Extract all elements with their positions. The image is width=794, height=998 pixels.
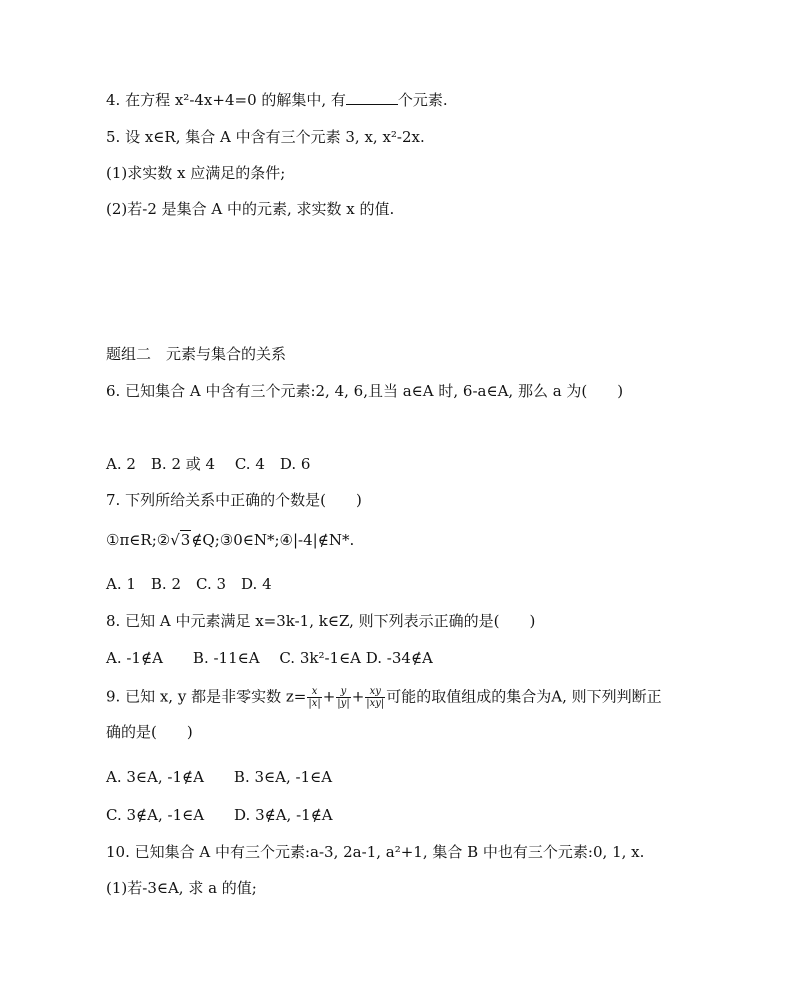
question-7-options: A. 1 B. 2 C. 3 D. 4 xyxy=(106,575,272,593)
question-8-options: A. -1∉A B. -11∈A C. 3k²-1∈A D. -34∉A xyxy=(106,649,433,667)
question-9-continued: 确的是( ) xyxy=(106,723,193,741)
question-5-stem: 5. 设 x∈R, 集合 A 中含有三个元素 3, x, x²-2x. xyxy=(106,128,425,146)
question-7-items: ①π∈R;②√3∉Q;③0∈N*;④|-4|∉N*. xyxy=(106,531,355,549)
answer-blank xyxy=(346,90,398,105)
question-5-part-2: (2)若-2 是集合 A 中的元素, 求实数 x 的值. xyxy=(106,200,395,218)
section-heading: 题组二 元素与集合的关系 xyxy=(106,345,287,363)
question-8-stem: 8. 已知 A 中元素满足 x=3k-1, k∈Z, 则下列表示正确的是( ) xyxy=(106,612,536,630)
question-6-stem: 6. 已知集合 A 中含有三个元素:2, 4, 6,且当 a∈A 时, 6-a∈A, 那么 a 为( ) xyxy=(106,382,624,400)
question-5-part-1: (1)求实数 x 应满足的条件; xyxy=(106,164,286,182)
fraction-x: $\frac{x}{|x|}$ xyxy=(308,686,321,709)
fraction-y: $\frac{y}{|y|}$ xyxy=(337,686,350,709)
question-10-part-1: (1)若-3∈A, 求 a 的值; xyxy=(106,879,257,897)
sqrt-symbol: √3 xyxy=(170,531,191,549)
question-10-stem: 10. 已知集合 A 中有三个元素:a-3, 2a-1, a²+1, 集合 B 中也有三个元素:0, 1, x. xyxy=(106,843,645,861)
question-9-options-1: A. 3∈A, -1∉A B. 3∈A, -1∈A xyxy=(106,768,333,786)
question-7-stem: 7. 下列所给关系中正确的个数是( ) xyxy=(106,491,362,509)
question-4: 4. 在方程 x²-4x+4=0 的解集中, 有 个元素. xyxy=(106,91,448,109)
question-9-stem: 9. 已知 x, y 都是非零实数 z= $\frac{x}{|x|}$ + $\frac{y}{|y|}$ + $\frac{xy}{|xy|}$ 可能的取值组成的集合为A, 则下列判断正 xyxy=(106,686,662,709)
question-9-options-2: C. 3∉A, -1∈A D. 3∉A, -1∉A xyxy=(106,806,333,824)
question-6-options: A. 2 B. 2 或 4 C. 4 D. 6 xyxy=(106,455,311,473)
fraction-xy: $\frac{xy}{|xy|}$ xyxy=(366,686,385,709)
